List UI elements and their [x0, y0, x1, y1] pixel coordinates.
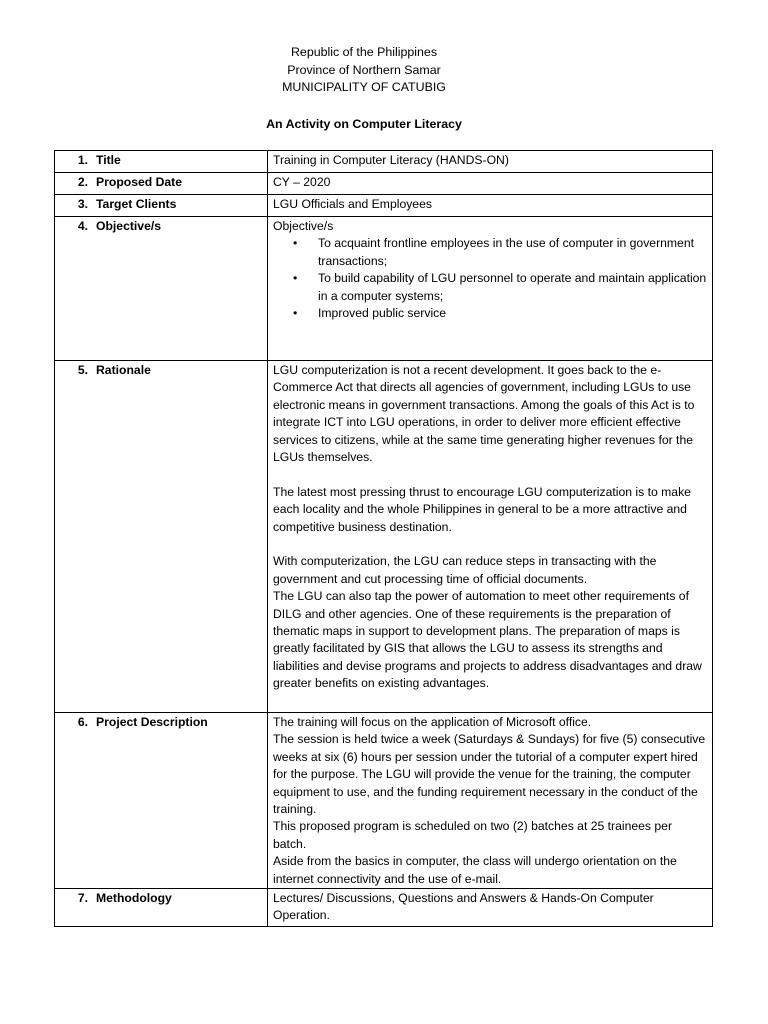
objective-item: • To build capability of LGU personnel to operate and maintain application in a computer systems;	[318, 270, 707, 305]
row-label: Rationale	[96, 363, 151, 377]
row-label-cell	[55, 713, 268, 889]
objective-item: • Improved public service	[318, 305, 707, 322]
description-paragraph: Aside from the basics in computer, the class will undergo orientation on the internet connectivity and the use of e-mail.	[273, 854, 677, 886]
row-label-cell	[55, 195, 268, 217]
row-label-cell	[55, 173, 268, 195]
header-republic: Republic of the Philippines	[290, 45, 438, 59]
row-number: 3.	[77, 197, 88, 211]
table-row-rationale	[55, 361, 713, 713]
row-label-cell	[55, 361, 268, 713]
row-number: 6.	[77, 715, 88, 729]
title-value: Training in Computer Literacy (HANDS-ON)	[268, 151, 713, 173]
row-label: Objective/s	[96, 219, 162, 233]
description-paragraph: This proposed program is scheduled on two (2) batches at 25 trainees per batch.	[273, 819, 673, 851]
description-paragraph: The session is held twice a week (Saturdays & Sundays) for five (5) consecutive weeks at six (6) hours per session under the tutorial of a computer expert hired for the purpose. The LGU will provide the venue for the training, the computer equipment to use, and the funding requirement necessary in the conduct of the training.	[273, 732, 706, 817]
rationale-paragraph: LGU computerization is not a recent development. It goes back to the e-Commerce Act that directs all agencies of government, including LGUs to use electronic means in government transactions. Among the goals of this Act is to integrate ICT into LGU operations, in order to deliver more efficient effective services to citizens, while at the same time generating higher revenues for the LGUs themselves.	[273, 363, 695, 465]
row-label: Methodology	[96, 891, 172, 906]
objective-item: • To acquaint frontline employees in the use of computer in government transactions;	[318, 235, 707, 270]
project-description-cell	[268, 713, 713, 889]
document-header	[0, 44, 728, 97]
table-row-proposed-date	[55, 173, 713, 195]
row-label: Title	[96, 153, 121, 167]
document-title: An Activity on Computer Literacy	[266, 117, 462, 131]
table-row-objectives	[55, 217, 713, 361]
objectives-cell	[268, 217, 713, 361]
header-municipality: MUNICIPALITY OF CATUBIG	[282, 80, 446, 95]
target-clients-value: LGU Officials and Employees	[268, 195, 713, 217]
table-row-target-clients	[55, 195, 713, 217]
row-label: Proposed Date	[96, 175, 183, 189]
row-label-cell	[55, 889, 268, 927]
table-row-methodology	[55, 889, 713, 927]
proposed-date-value: CY – 2020	[268, 173, 713, 195]
row-label-cell	[55, 151, 268, 173]
methodology-value: Lectures/ Discussions, Questions and Answers & Hands-On Computer Operation.	[268, 889, 713, 927]
row-label: Project Description	[96, 715, 208, 729]
rationale-paragraph: The LGU can also tap the power of automation to meet other requirements of DILG and other agencies. One of these requirements is the preparation of thematic maps in support to development plans. The preparation of maps is greatly facilitated by GIS that allows the LGU to assess its strengths and liabilities and devise programs and projects to address disadvantages and draw greater benefits on existing advantages.	[273, 589, 702, 691]
rationale-cell	[268, 361, 713, 713]
header-province: Province of Northern Samar	[287, 62, 441, 77]
objectives-list	[273, 235, 707, 322]
table-row-title	[55, 151, 713, 173]
row-label-cell	[55, 217, 268, 361]
description-paragraph: The training will focus on the application of Microsoft office.	[273, 715, 592, 729]
table-row-project-description	[55, 713, 713, 889]
rationale-paragraph: With computerization, the LGU can reduce steps in transacting with the government and cut processing time of official documents.	[273, 554, 657, 586]
objectives-intro: Objective/s	[273, 219, 334, 233]
row-number: 2.	[77, 175, 88, 189]
row-number: 7.	[77, 891, 88, 906]
row-number: 4.	[77, 219, 88, 233]
row-label: Target Clients	[96, 197, 177, 211]
row-number: 1.	[77, 153, 88, 167]
proposal-table	[54, 150, 713, 927]
rationale-paragraph: The latest most pressing thrust to encourage LGU computerization is to make each locality and the whole Philippines in general to be a more attractive and competitive business destination.	[273, 484, 691, 534]
row-number: 5.	[77, 363, 88, 377]
